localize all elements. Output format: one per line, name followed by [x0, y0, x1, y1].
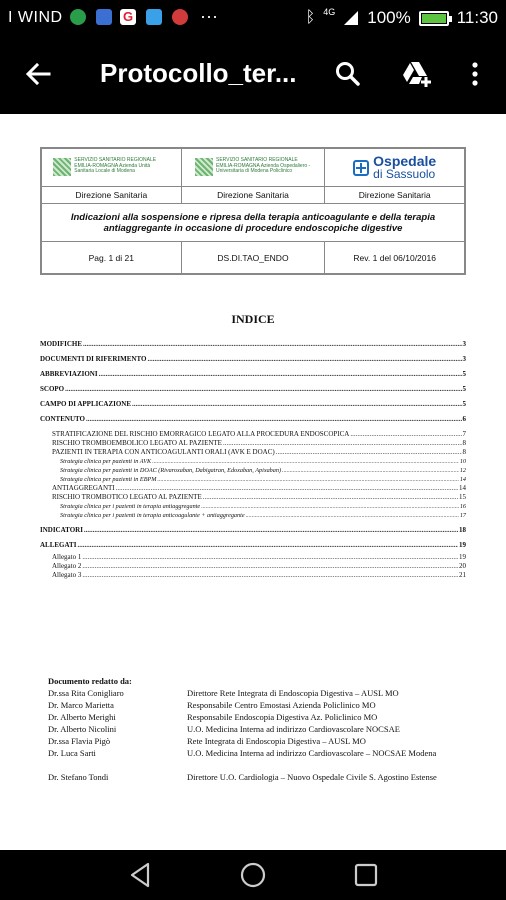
ausl-logo-icon [53, 158, 71, 176]
toc-leader-dots [84, 526, 458, 535]
app-bar [0, 36, 506, 114]
more-notifications-icon: ··· [200, 6, 218, 26]
logo-ospedale-line2: di Sassuolo [373, 166, 436, 181]
toc-entry-page: 7 [462, 430, 466, 438]
nav-home-icon[interactable] [239, 861, 267, 889]
toc-entry-page: 8 [462, 439, 466, 447]
toc-leader-dots [99, 370, 462, 379]
battery-icon [419, 11, 449, 26]
author-name: Dr.ssa Flavia Pigò [48, 736, 111, 746]
toc-leader-dots [65, 385, 461, 394]
author-row [48, 736, 478, 747]
author-role: U.O. Medicina Interna ad indirizzo Cardiovascolare NOCSAE [187, 724, 400, 734]
header-dept-1: Direzione Sanitaria [42, 187, 182, 204]
logo-policlinico-text: SERVIZIO SANITARIO REGIONALE EMILIA-ROMAGNA Azienda Ospedaliero - Universitaria di Modena Policlinico [215, 157, 311, 175]
author-row [48, 688, 478, 699]
author-role: U.O. Medicina Interna ad indirizzo Cardiovascolare – NOCSAE Modena [187, 748, 437, 758]
toc-entry-page: 12 [459, 467, 466, 474]
toc-entry-label: Strategia clinica per pazienti in AVK [60, 458, 152, 465]
author-row [48, 700, 478, 711]
toc-entry[interactable] [40, 448, 466, 457]
toc-entry-label: ABBREVIAZIONI [40, 370, 98, 378]
toc-entry-page: 10 [459, 458, 466, 465]
back-button[interactable] [18, 54, 58, 94]
toc-entry-label: Strategia clinica per i pazienti in terapia anticoagulante + antiaggregante [60, 512, 245, 519]
toc-entry-label: ANTIAGGREGANTI [52, 484, 115, 492]
toc-entry-page: 5 [462, 400, 466, 408]
toc-leader-dots [157, 475, 458, 484]
author-row [48, 748, 478, 759]
toc-entry[interactable] [40, 493, 466, 502]
logo-ausl-text: SERVIZIO SANITARIO REGIONALE EMILIA-ROMAGNA Azienda Unità Sanitaria Locale di Modena [74, 157, 157, 175]
toc-entry-page: 19 [459, 541, 466, 549]
toc-entry-page: 14 [459, 476, 466, 483]
toc-entry[interactable] [40, 502, 466, 511]
author-row [48, 712, 478, 723]
toc-leader-dots [83, 340, 462, 349]
toc-leader-dots [116, 484, 458, 493]
search-button[interactable] [328, 54, 368, 94]
toc-entry-page: 14 [459, 484, 466, 492]
policlinico-logo-icon [195, 158, 213, 176]
toc-leader-dots [276, 448, 462, 457]
logo-ausl [42, 149, 182, 187]
author-name: Dr.ssa Rita Conigliaro [48, 688, 124, 698]
toc-entry[interactable] [40, 340, 466, 349]
toc-entry-label: Allegato 1 [52, 553, 82, 561]
search-icon [335, 61, 361, 87]
toc-entry-page: 6 [462, 415, 466, 423]
toc-leader-dots [82, 571, 458, 580]
toc-entry-label: Allegato 2 [52, 562, 82, 570]
toc-entry-page: 18 [459, 526, 466, 534]
nav-back-icon[interactable] [126, 861, 154, 889]
nav-recents-icon[interactable] [352, 861, 380, 889]
authors-section [48, 676, 478, 782]
header-dept-2: Direzione Sanitaria [181, 187, 325, 204]
toc-entry[interactable] [40, 370, 466, 379]
logo-policlinico [181, 149, 325, 187]
author-role: Direttore U.O. Cardiologia – Nuovo Ospedale Civile S. Agostino Estense [187, 772, 437, 782]
author-role: Direttore Rete Integrata di Endoscopia Digestiva – AUSL MO [187, 688, 399, 698]
toc-entry[interactable] [40, 439, 466, 448]
google-notification-icon: G [120, 9, 136, 25]
arrow-back-icon [25, 61, 51, 87]
toc-entry[interactable] [40, 415, 466, 424]
toc-entry-page: 21 [459, 571, 466, 579]
toc-entry-label: RISCHIO TROMBOEMBOLICO LEGATO AL PAZIENTE [52, 439, 222, 447]
author-row [48, 772, 478, 783]
toc-entry-page: 16 [459, 503, 466, 510]
hospital-cross-icon [353, 160, 369, 176]
music-notification-icon [172, 9, 188, 25]
authors-heading: Documento redatto da: [48, 676, 132, 686]
toc-entry-page: 8 [462, 448, 466, 456]
toc-entry-page: 19 [459, 553, 466, 561]
author-role: Rete Integrata di Endoscopia Digestiva – AUSL MO [187, 736, 366, 746]
logo-ospedale-sassuolo [325, 149, 465, 187]
pdf-page[interactable] [0, 114, 506, 850]
revision-info: Rev. 1 del 06/10/2016 [325, 242, 465, 274]
toc-leader-dots [86, 415, 462, 424]
toc-entry-page: 20 [459, 562, 466, 570]
clock: 11:30 [456, 8, 498, 27]
toc-entry[interactable] [40, 571, 466, 580]
toc-entry-label: INDICATORI [40, 526, 83, 534]
toc-entry[interactable] [40, 466, 466, 475]
carrier-name: I WIND [8, 9, 63, 26]
toc-entry-label: CONTENUTO [40, 415, 85, 423]
header-dept-3: Direzione Sanitaria [325, 187, 465, 204]
toc-entry[interactable] [40, 541, 466, 550]
toc-leader-dots [246, 511, 459, 520]
toc-entry-page: 3 [462, 340, 466, 348]
toc-entry[interactable] [40, 484, 466, 493]
toc-entry[interactable] [40, 355, 466, 364]
toc-leader-dots [350, 430, 461, 439]
toc-entry-label: RISCHIO TROMBOTICO LEGATO AL PAZIENTE [52, 493, 202, 501]
add-to-drive-button[interactable] [398, 54, 438, 94]
toc-leader-dots [147, 355, 461, 364]
toc-entry[interactable] [40, 475, 466, 484]
toc-entry[interactable] [40, 385, 466, 394]
author-role: Responsabile Endoscopia Digestiva Az. Policlinico MO [187, 712, 378, 722]
bluetooth-icon: ᛒ [305, 9, 316, 26]
toc-entry-label: Strategia clinica per i pazienti in terapia antiaggregante [60, 503, 201, 510]
drive-add-icon [402, 60, 434, 88]
more-vert-icon [471, 61, 479, 87]
toc-leader-dots [152, 457, 459, 466]
document-title: Protocollo_ter... [100, 58, 297, 88]
author-row [48, 724, 478, 735]
toc-entry-label: Allegato 3 [52, 571, 82, 579]
toc-entry[interactable] [40, 400, 466, 409]
navigation-bar [0, 850, 506, 900]
battery-percent: 100% [367, 8, 411, 27]
toc-entry-label: DOCUMENTI DI RIFERIMENTO [40, 355, 147, 363]
author-name: Dr. Marco Marietta [48, 700, 114, 710]
toc-leader-dots [203, 493, 458, 502]
overflow-menu-button[interactable] [455, 54, 495, 94]
toc-entry-label: SCOPO [40, 385, 65, 393]
author-name: Dr. Alberto Nicolini [48, 724, 117, 734]
toc-entry-page: 3 [462, 355, 466, 363]
protocol-title: Indicazioni alla sospensione e ripresa della terapia anticoagulante e della terapia antiaggregante in occasione di procedure endoscopiche digestive [42, 204, 465, 242]
page-number: Pag. 1 di 21 [42, 242, 182, 274]
network-type: 4G [323, 7, 336, 17]
toc-entry-page: 17 [459, 512, 466, 519]
chrome-notification-icon [70, 9, 86, 25]
signal-icon [343, 10, 359, 26]
toc-entry[interactable] [40, 511, 466, 520]
toc-entry-label: STRATIFICAZIONE DEL RISCHIO EMORRAGICO LEGATO ALLA PROCEDURA ENDOSCOPICA [52, 430, 350, 438]
author-name: Dr. Stefano Tondi [48, 772, 109, 782]
toc-leader-dots [223, 439, 462, 448]
toc-entry-page: 5 [462, 385, 466, 393]
toc-leader-dots [77, 541, 458, 550]
toc-entry[interactable] [40, 526, 466, 535]
toc-entry[interactable] [40, 430, 466, 439]
toc-entry-label: MODIFICHE [40, 340, 82, 348]
photo-notification-icon [96, 9, 112, 25]
toc-entry[interactable] [40, 553, 466, 562]
upload-notification-icon [146, 9, 162, 25]
toc-entry-label: Strategia clinica per pazienti in EBPM [60, 476, 157, 483]
toc-entry-label: Strategia clinica per pazienti in DOAC (Rivaroxaban, Dabigatran, Edoxaban, Apixaban) [60, 467, 282, 474]
document-code: DS.DI.TAO_ENDO [181, 242, 325, 274]
logo-ospedale-line1: Ospedale [373, 152, 437, 169]
toc-leader-dots [82, 562, 458, 571]
author-name: Dr. Alberto Merighi [48, 712, 116, 722]
toc-entry-label: CAMPO DI APPLICAZIONE [40, 400, 132, 408]
toc-entry[interactable] [40, 562, 466, 571]
toc-entry-page: 5 [462, 370, 466, 378]
status-bar [0, 0, 506, 36]
index-heading: INDICE [231, 312, 275, 326]
document-header [40, 147, 466, 275]
toc-entry[interactable] [40, 457, 466, 466]
author-role: Responsabile Centro Emostasi Azienda Policlinico MO [187, 700, 376, 710]
author-name: Dr. Luca Sarti [48, 748, 96, 758]
toc-leader-dots [132, 400, 461, 409]
toc-entry-label: ALLEGATI [40, 541, 77, 549]
toc-entry-page: 15 [459, 493, 466, 501]
toc-leader-dots [282, 466, 459, 475]
toc-leader-dots [201, 502, 459, 511]
toc-entry-label: PAZIENTI IN TERAPIA CON ANTICOAGULANTI ORALI (AVK E DOAC) [52, 448, 275, 456]
toc-leader-dots [82, 553, 458, 562]
